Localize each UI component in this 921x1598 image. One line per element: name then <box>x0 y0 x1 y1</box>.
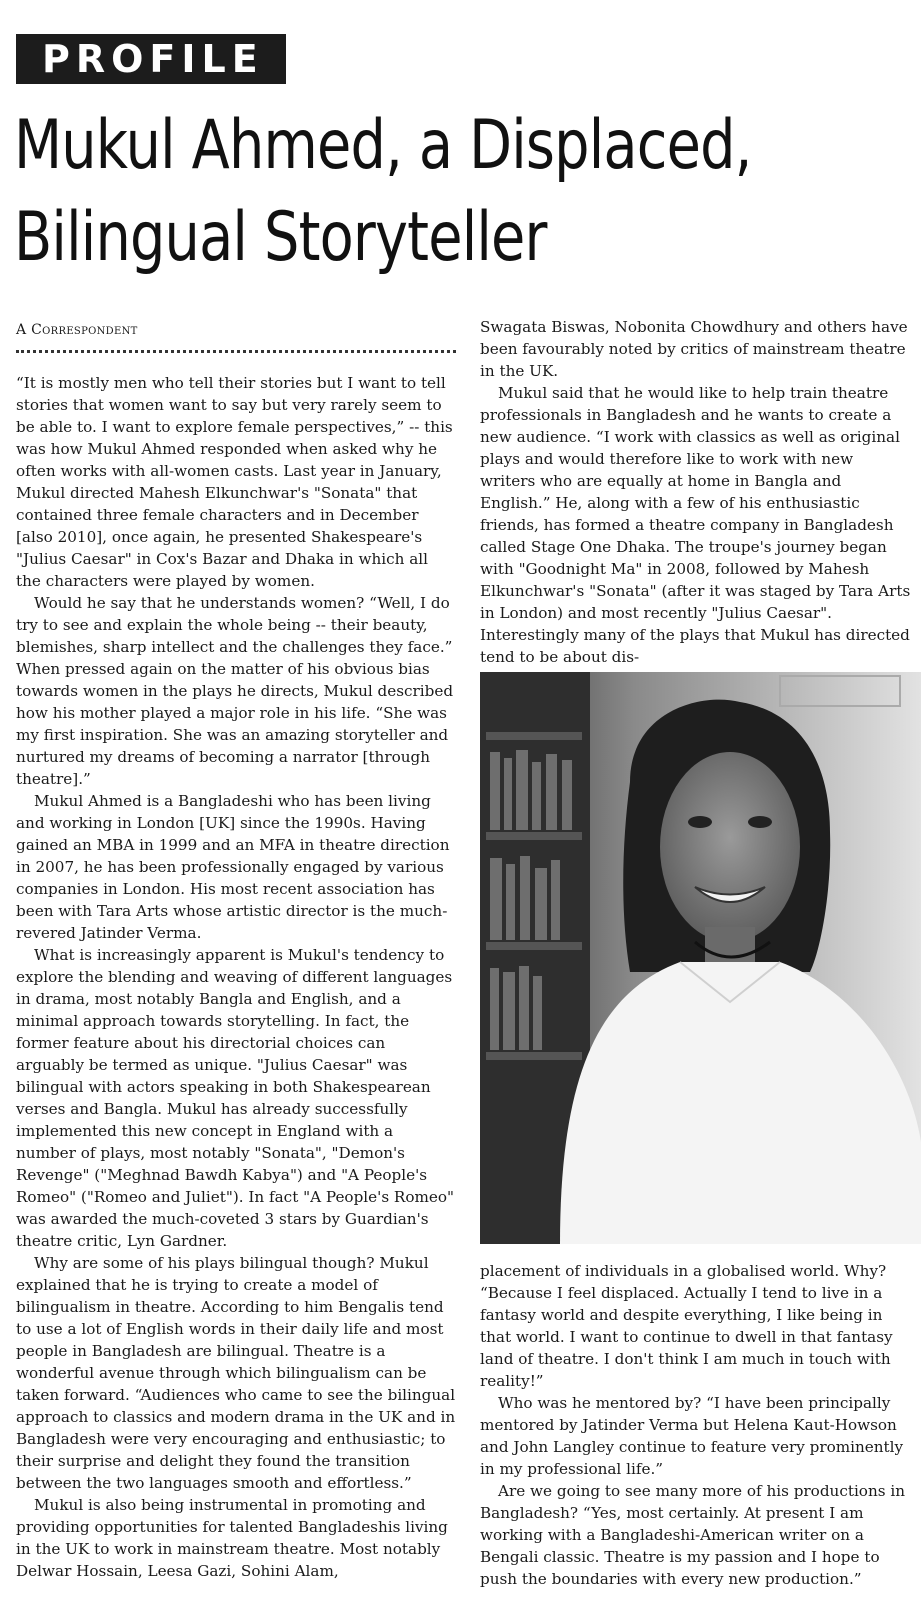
portrait-photo <box>480 672 921 1244</box>
byline-divider <box>16 350 456 353</box>
article-column-right-bottom <box>480 1260 912 1590</box>
section-tag: PROFILE <box>16 34 286 84</box>
paragraph: Who was he mentored by? “I have been principally mentored by Jatinder Verma but Helena Kaut-Howson and John Langley continue to feature very prominently in my professional life.” <box>480 1394 904 1478</box>
article-column-left <box>16 372 456 1582</box>
paragraph: Are we going to see many more of his productions in Bangladesh? “Yes, most certainly. At present I am working with a Bangladeshi-American writer on a Bengali classic. Theatre is my passion and I hope to push the boundaries with every new production.” <box>480 1482 905 1588</box>
paragraph: Why are some of his plays bilingual though? Mukul explained that he is trying to create a model of bilingualism in theatre. According to him Bengalis tend to use a lot of English words in their daily life and most people in Bangladesh are bilingual. Theatre is a wonderful avenue through which bilingualism can be taken forward. “Audiences who came to see the bilingual approach to classics and modern drama in the UK and in Bangladesh were very encouraging and enthusiastic; to their surprise and delight they found the transition between the two languages smooth and effortless.” <box>16 1254 456 1492</box>
paragraph: Mukul Ahmed is a Bangladeshi who has been living and working in London [UK] since the 1990s. Having gained an MBA in 1999 and an MFA in theatre direction in 2007, he has been professionally engaged by various companies in London. His most recent association has been with Tara Arts whose artistic director is the much-revered Jatinder Verma. <box>16 792 450 942</box>
paragraph: Would he say that he understands women? “Well, I do try to see and explain the whole being -- their beauty, blemishes, sharp intellect and the challenges they face.” When pressed again on the matter of his obvious bias towards women in the plays he directs, Mukul described how his mother played a major role in his life. “She was my first inspiration. She was an amazing storyteller and nurtured my dreams of becoming a narrator [through theatre].” <box>16 594 454 788</box>
byline-text: A Correspondent <box>16 322 138 338</box>
article-column-right-top <box>480 316 912 668</box>
paragraph: placement of individuals in a globalised world. Why? “Because I feel displaced. Actually I tend to live in a fantasy world and despite everything, I like being in that world. I want to continue to dwell in that fantasy land of theatre. I don't think I am much in touch with reality!” <box>480 1262 893 1390</box>
paragraph: Swagata Biswas, Nobonita Chowdhury and others have been favourably noted by critics of mainstream theatre in the UK. <box>480 318 908 380</box>
paragraph: Mukul is also being instrumental in promoting and providing opportunities for talented Bangladeshis living in the UK to work in mainstream theatre. Most notably Delwar Hossain, Leesa Gazi, Sohini Alam, <box>16 1496 448 1580</box>
paragraph: What is increasingly apparent is Mukul's tendency to explore the blending and weaving of different languages in drama, most notably Bangla and English, and a minimal approach towards storytelling. In fact, the former feature about his directorial choices can arguably be termed as unique. "Julius Caesar" was bilingual with actors speaking in both Shakespearean verses and Bangla. Mukul has already successfully implemented this new concept in England with a number of plays, most notably "Sonata", "Demon's Revenge" ("Meghnad Bawdh Kabya") and "A People's Romeo" ("Romeo and Juliet"). In fact "A People's Romeo" was awarded the much-coveted 3 stars by Guardian's theatre critic, Lyn Gardner. <box>16 946 455 1250</box>
paragraph: Mukul said that he would like to help train theatre professionals in Bangladesh and he wants to create a new audience. “I work with classics as well as original plays and would therefore like to work with new writers who are equally at home in Bangla and English.” He, along with a few of his enthusiastic friends, has formed a theatre company in Bangladesh called Stage One Dhaka. The troupe's journey began with "Goodnight Ma" in 2008, followed by Mahesh Elkunchwar's "Sonata" (after it was staged by Tara Arts in London) and most recently "Julius Caesar". Interestingly many of the plays that Mukul has directed tend to be about dis- <box>480 384 911 666</box>
paragraph: “It is mostly men who tell their stories but I want to tell stories that women want to say but very rarely seem to be able to. I want to explore female perspectives,” -- this was how Mukul Ahmed responded when asked why he often works with all-women casts. Last year in January, Mukul directed Mahesh Elkunchwar's "Sonata" that contained three female characters and in December [also 2010], once again, he presented Shakespeare's "Julius Caesar" in Cox's Bazar and Dhaka in which all the characters were played by women. <box>16 374 453 590</box>
portrait-photo-drawing <box>480 672 921 1244</box>
headline: Mukul Ahmed, a Displaced, Bilingual Storyteller <box>14 106 752 277</box>
byline <box>16 322 138 338</box>
